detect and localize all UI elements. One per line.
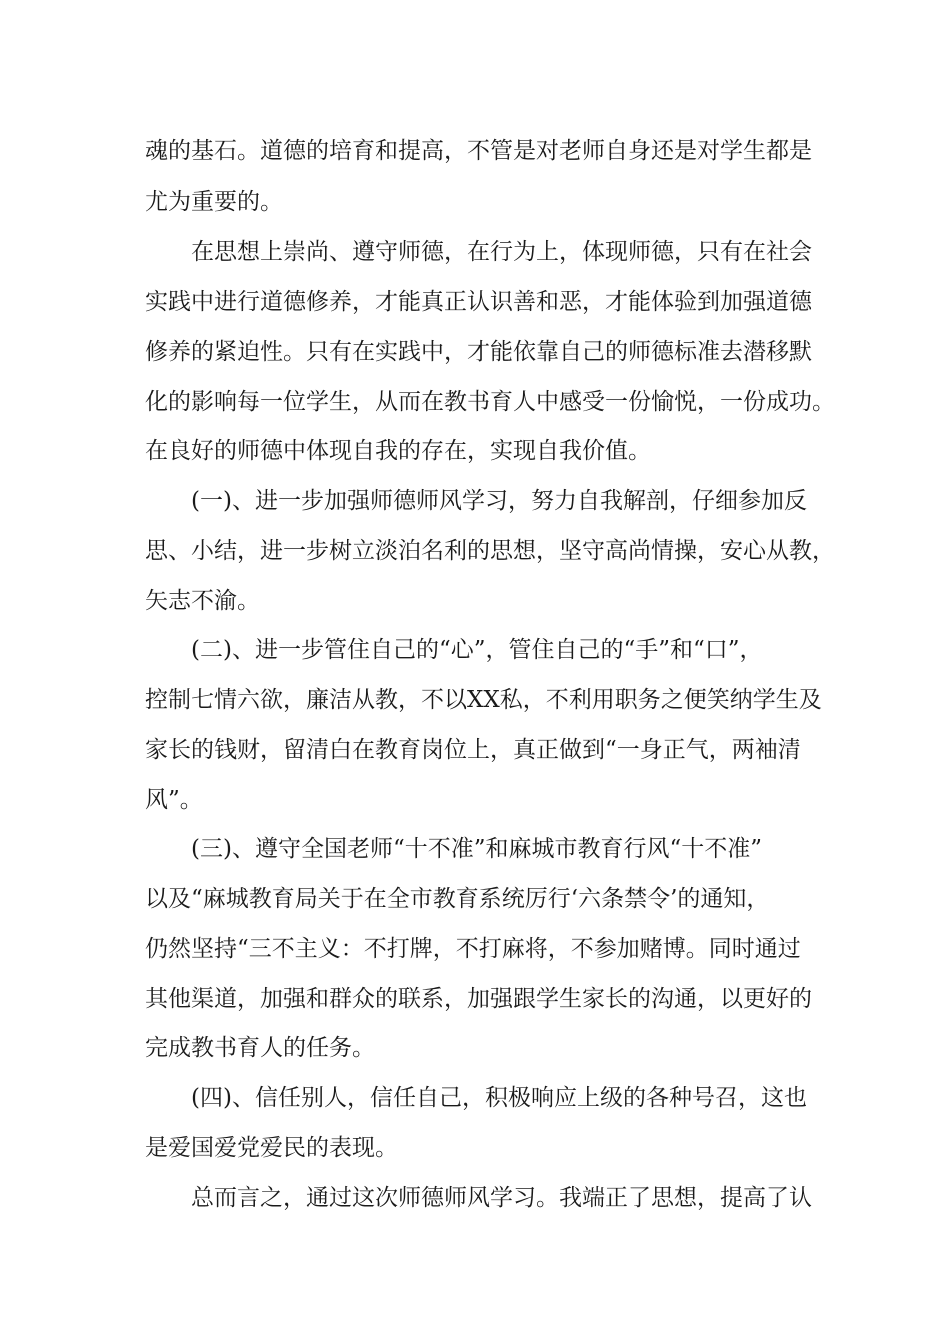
- text-line: 实践中进行道德修养，才能真正认识善和恶，才能体验到加强道德: [145, 289, 812, 315]
- text-line: 矢志不渝。: [145, 588, 260, 614]
- text-line: 思、小结，进一步树立淡泊名利的思想，坚守高尚情操，安心从教，: [145, 538, 835, 564]
- text-line: 风”。: [145, 787, 203, 813]
- paragraph-first-line: 总而言之，通过这次师德师风学习。我端正了思想，提高了认: [191, 1185, 812, 1211]
- text-line: 化的影响每一位学生，从而在教书育人中感受一份愉悦，一份成功。: [145, 389, 835, 415]
- paragraph-first-line: (一)、进一步加强师德师风学习，努力自我解剖，仔细参加反: [191, 488, 807, 514]
- text-line: 完成教书育人的任务。: [145, 1035, 375, 1061]
- text-line: 是爱国爱党爱民的表现。: [145, 1135, 398, 1161]
- text-line: 魂的基石。道德的培育和提高，不管是对老师自身还是对学生都是: [145, 138, 812, 164]
- text-line: 在良好的师德中体现自我的存在，实现自我价值。: [145, 438, 651, 464]
- paragraph-first-line: (三)、遵守全国老师“十不准”和麻城市教育行风“十不准”: [191, 836, 762, 862]
- text-line: 仍然坚持“三不主义：不打牌，不打麻将，不参加赌博。同时通过: [145, 936, 801, 962]
- text-line: 家长的钱财，留清白在教育岗位上，真正做到“一身正气，两袖清: [145, 737, 801, 763]
- text-line: 控制七情六欲，廉洁从教，不以XX私，不利用职务之便笑纳学生及: [145, 687, 822, 713]
- paragraph-first-line: (二)、进一步管住自己的“心”，管住自己的“手”和“口”，: [191, 637, 763, 663]
- text-line: 尤为重要的。: [145, 189, 283, 215]
- text-line: 其他渠道，加强和群众的联系，加强跟学生家长的沟通，以更好的: [145, 986, 812, 1012]
- text-line: 修养的紧迫性。只有在实践中，才能依靠自己的师德标准去潜移默: [145, 339, 812, 365]
- text-line: 以及“麻城教育局关于在全市教育系统厉行‘六条禁令’的通知，: [145, 886, 770, 912]
- paragraph-first-line: (四)、信任别人，信任自己，积极响应上级的各种号召，这也: [191, 1085, 807, 1111]
- paragraph-first-line: 在思想上崇尚、遵守师德，在行为上，体现师德，只有在社会: [191, 239, 812, 265]
